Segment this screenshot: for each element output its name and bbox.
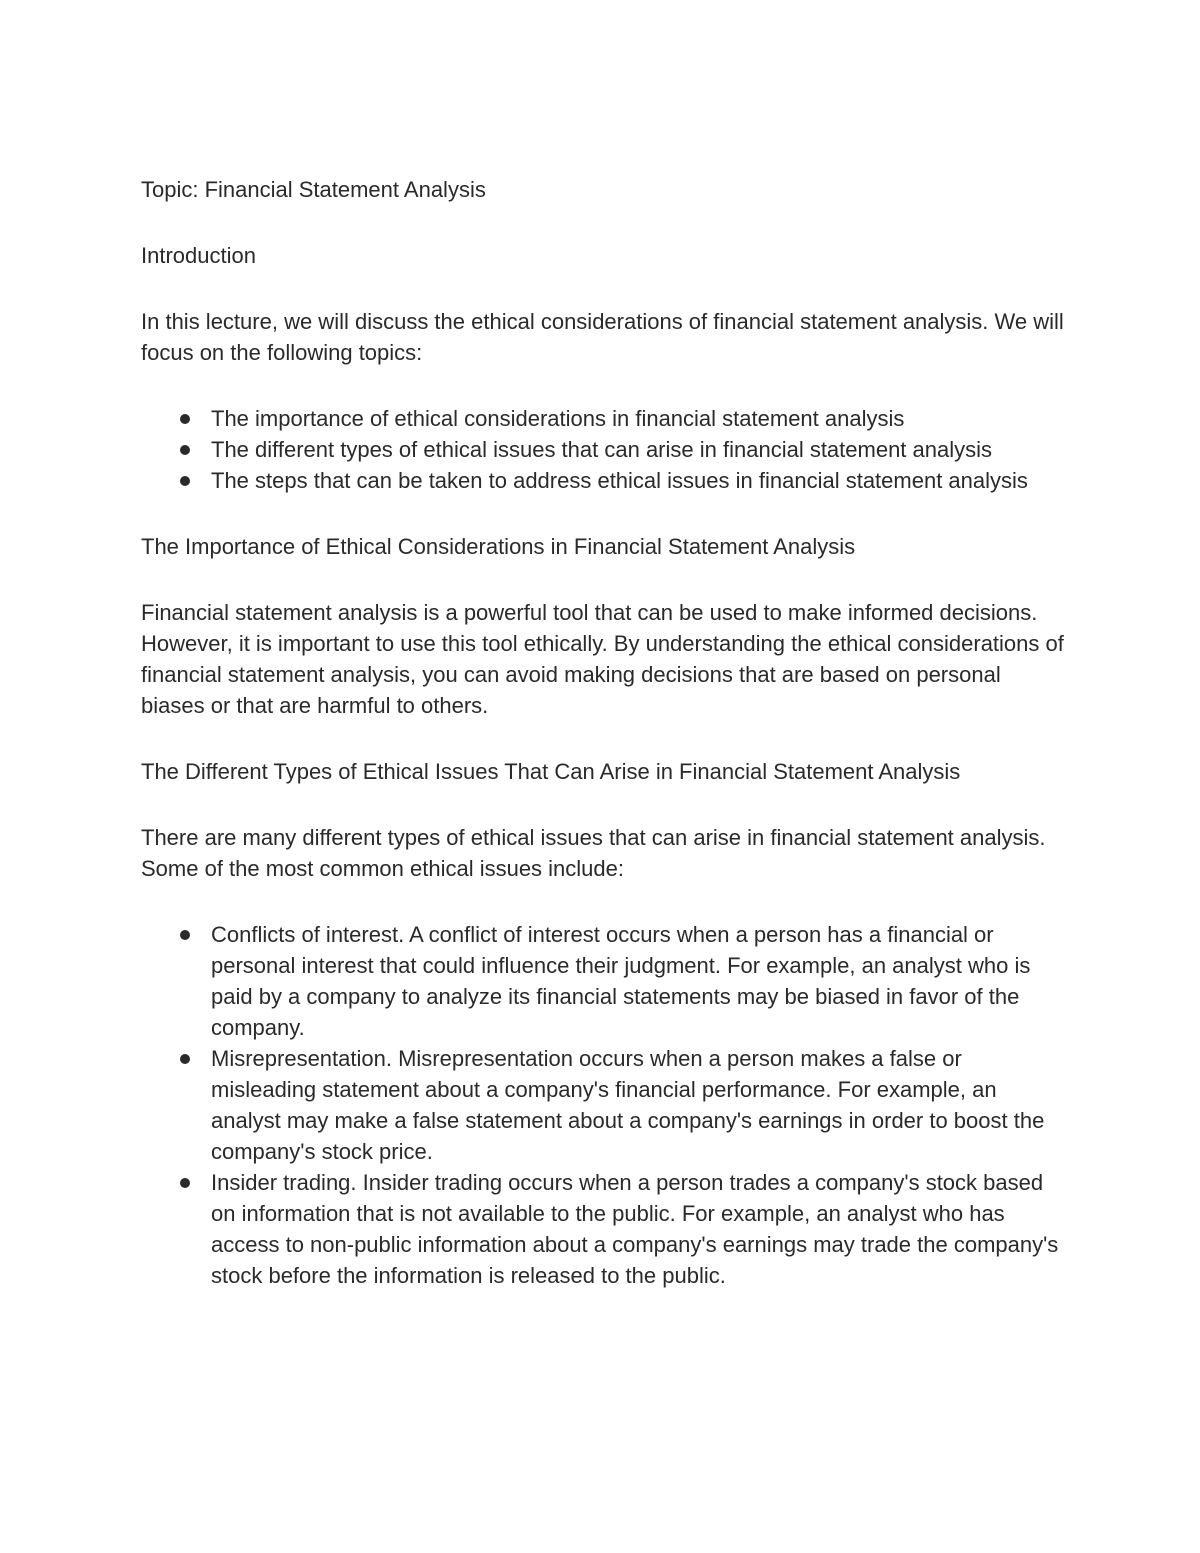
list-item-text: Misrepresentation. Misrepresentation occurs when a person makes a false or misleading statement about a company's financial performance. For example, an analyst may make a false statement about a company's earnings in order to boost the company's stock price.	[211, 1046, 1045, 1164]
list-item-text: Insider trading. Insider trading occurs when a person trades a company's stock based on information that is not available to the public. For example, an analyst who has access to non-public information about a company's earnings may trade the company's stock before the information is released to the public.	[211, 1170, 1059, 1288]
section-paragraph-issue-types: There are many different types of ethical issues that can arise in financial statement analysis. Some of the most common ethical issues include:	[141, 825, 1046, 881]
topic-title: Topic: Financial Statement Analysis	[141, 177, 486, 202]
list-item-text: The different types of ethical issues that can arise in financial statement analysis	[211, 437, 993, 462]
list-item	[141, 465, 1066, 496]
list-item	[141, 1167, 1066, 1291]
section-heading-importance: The Importance of Ethical Considerations in Financial Statement Analysis	[141, 534, 856, 559]
bullet-icon	[180, 414, 190, 424]
bullet-icon	[180, 445, 190, 455]
document-body	[141, 174, 1066, 1291]
list-item	[141, 434, 1066, 465]
list-item-text: The importance of ethical considerations in financial statement analysis	[211, 406, 905, 431]
list-item-text: The steps that can be taken to address ethical issues in financial statement analysis	[211, 468, 1028, 493]
section-paragraph-importance: Financial statement analysis is a powerful tool that can be used to make informed decisions. However, it is important to use this tool ethically. By understanding the ethical considerations of financial statement analysis, you can avoid making decisions that are based on personal biases or that are harmful to others.	[141, 600, 1064, 718]
list-item	[141, 919, 1066, 1043]
section-heading-issue-types: The Different Types of Ethical Issues That Can Arise in Financial Statement Analysis	[141, 759, 961, 784]
bullet-icon	[180, 1054, 190, 1064]
bullet-icon	[180, 1178, 190, 1188]
issues-list	[141, 919, 1066, 1291]
intro-heading: Introduction	[141, 243, 256, 268]
list-item-text: Conflicts of interest. A conflict of interest occurs when a person has a financial or personal interest that could influence their judgment. For example, an analyst who is paid by a company to analyze its financial statements may be biased in favor of the company.	[211, 922, 1031, 1040]
list-item	[141, 403, 1066, 434]
topics-list	[141, 403, 1066, 496]
bullet-icon	[180, 476, 190, 486]
intro-paragraph: In this lecture, we will discuss the ethical considerations of financial statement analysis. We will focus on the following topics:	[141, 309, 1064, 365]
bullet-icon	[180, 930, 190, 940]
list-item	[141, 1043, 1066, 1167]
